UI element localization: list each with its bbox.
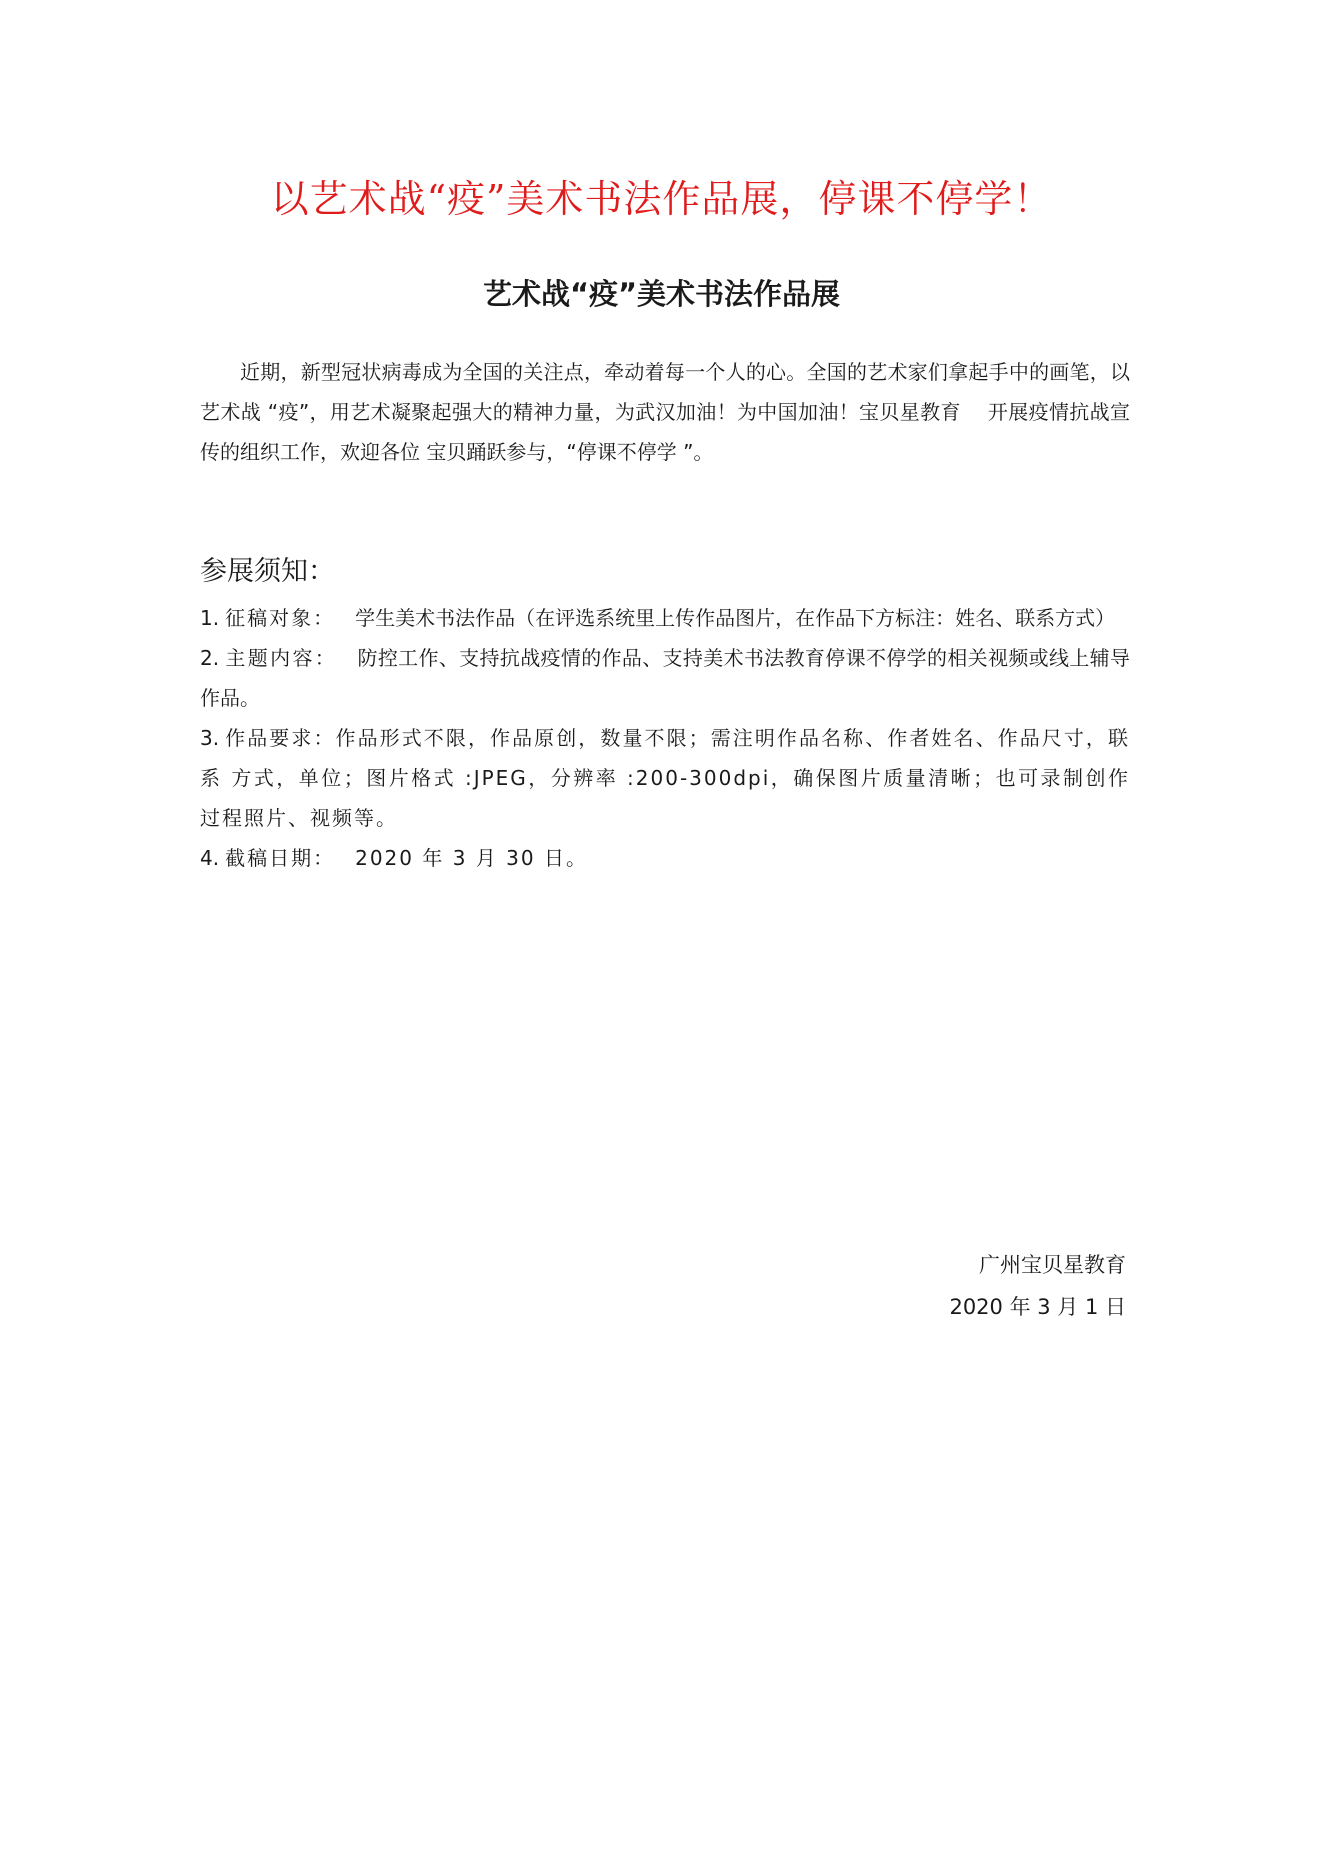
notice-item-1 bbox=[200, 598, 1130, 638]
signature-org: 广州宝贝星教育 bbox=[979, 1253, 1126, 1277]
notice-item-2 bbox=[200, 638, 1130, 718]
signature-block bbox=[949, 1244, 1126, 1328]
item-number: 3. bbox=[200, 726, 220, 750]
item-label: 主题内容： bbox=[225, 646, 338, 670]
main-title: 以艺术战“疫”美术书法作品展，停课不停学！ bbox=[270, 177, 1053, 221]
item-number: 2. bbox=[200, 646, 220, 670]
notice-heading: 参展须知： bbox=[200, 556, 335, 587]
intro-paragraph: 近期，新型冠状病毒成为全国的关注点，牵动着每一个人的心。全国的艺术家们拿起手中的画笔，以艺术战 “疫”，用艺术凝聚起强大的精神力量，为武汉加油！为中国加油！宝贝星教育 开展疫情抗战宣传的组织工作，欢迎各位 宝贝踊跃参与，“停课不停学 ”。 bbox=[200, 360, 1130, 464]
notice-list bbox=[200, 598, 1130, 878]
item-text: 学生美术书法作品（在评选系统里上传作品图片，在作品下方标注：姓名、联系方式） bbox=[355, 606, 1116, 630]
signature-date: 2020 年 3 月 1 日 bbox=[949, 1295, 1126, 1319]
item-label: 截稿日期： bbox=[225, 846, 336, 870]
item-text: 防控工作、支持抗战疫情的作品、支持美术书法教育停课不停学的相关视频或线上辅导作品。 bbox=[200, 646, 1131, 710]
item-number: 4. bbox=[200, 846, 220, 870]
item-label: 征稿对象： bbox=[225, 606, 336, 630]
item-text: 作品要求：作品形式不限，作品原创，数量不限；需注明作品名称、作者姓名、作品尺寸，联系 方式，单位；图片格式 :JPEG，分辨率 :200-300dpi，确保图片质量清晰；也可录制创作过程照片、视频等。 bbox=[200, 726, 1130, 830]
sub-title: 艺术战“疫”美术书法作品展 bbox=[482, 277, 841, 311]
notice-item-4 bbox=[200, 838, 1130, 878]
document-body bbox=[200, 352, 1130, 878]
notice-item-3 bbox=[200, 718, 1130, 838]
item-number: 1. bbox=[200, 606, 220, 630]
item-text: 2020 年 3 月 30 日。 bbox=[355, 846, 588, 870]
